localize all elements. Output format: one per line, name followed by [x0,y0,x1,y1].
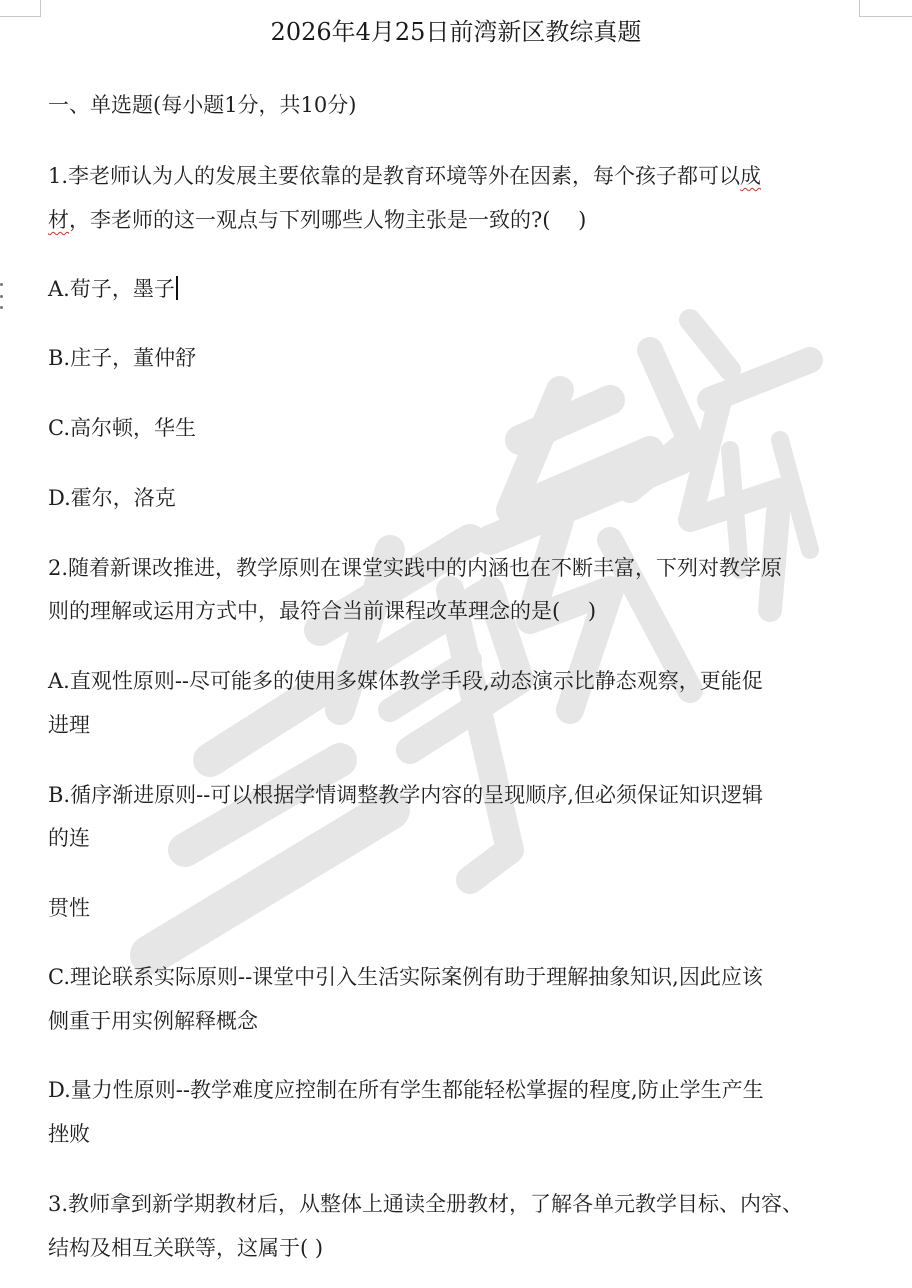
watermark [90,290,850,990]
side-handle-icon[interactable] [0,283,3,309]
question-1-text-segment: ，李老师的这一观点与下列哪些人物主张是一致的?( ) [69,208,587,232]
option-a-text: A.荀子，墨子 [48,277,175,301]
question-2-option-a-line-1: A.直观性原则--尽可能多的使用多媒体教学手段,动态演示比静态观察，更能促 [48,669,763,693]
text-cursor [176,276,178,300]
question-3-text-line-2: 结构及相互关联等，这属于( ) [48,1236,324,1260]
question-2-option-a-line-2: 进理 [48,713,90,737]
section-heading: 一、单选题(每小题1分，共10分) [48,93,357,117]
question-1-text-line-1 [48,161,761,191]
spellcheck-mark[interactable]: 成 [740,164,762,188]
question-1-text-segment: 1.李老师认为人的发展主要依靠的是教育环境等外在因素，每个孩子都可以 [48,164,741,188]
question-2-option-d-line-2: 挫败 [48,1122,90,1146]
question-2-option-c-line-1: C.理论联系实际原则--课堂中引入生活实际案例有助于理解抽象知识,因此应该 [48,965,763,989]
question-2-text-line-2: 则的理解或运用方式中，最符合当前课程改革理念的是( ) [48,599,597,623]
page-title: 2026年4月25日前湾新区教综真题 [270,18,642,46]
question-2-option-b-line-3: 贯性 [48,896,90,920]
spellcheck-mark[interactable]: 材 [48,208,69,232]
question-1-text-line-2 [48,205,586,235]
question-2-text-line-1: 2.随着新课改推进，教学原则在课堂实践中的内涵也在不断丰富，下列对教学原 [48,556,783,580]
question-1-option-c: C.高尔顿，华生 [48,416,196,440]
question-2-option-c-line-2: 侧重于用实例解释概念 [48,1009,258,1033]
question-3-text-line-1: 3.教师拿到新学期教材后，从整体上通读全册教材，了解各单元教学目标、内容、 [48,1192,804,1216]
question-1-option-d: D.霍尔，洛克 [48,486,176,510]
question-2-option-b-line-2: 的连 [48,826,90,850]
question-2-option-d-line-1: D.量力性原则--教学难度应控制在所有学生都能轻松掌握的程度,防止学生产生 [48,1078,764,1102]
question-2-option-b-line-1: B.循序渐进原则--可以根据学情调整教学内容的呈现顺序,但必须保证知识逻辑 [48,783,763,807]
question-1-option-b: B.庄子，董仲舒 [48,346,197,370]
question-1-option-a [48,274,178,304]
